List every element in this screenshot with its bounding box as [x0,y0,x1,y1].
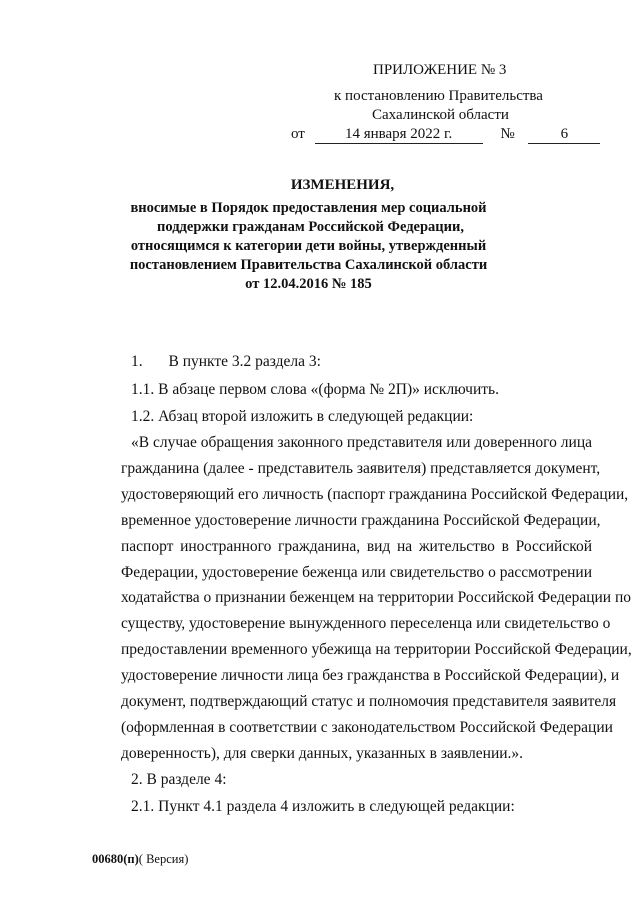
item-1-1: 1.1. В абзаце первом слова «(форма № 2П)» исключить. [131,381,499,398]
item-2-1: 2.1. Пункт 4.1 раздела 4 изложить в следующей редакции: [131,798,515,815]
quote-line: удостоверение личности лица без гражданства в Российской Федерации), и [121,667,620,684]
subtitle-line: от 12.04.2016 № 185 [245,276,372,292]
quote-line: гражданина (далее - представитель заявителя) представляется документ, [121,460,601,477]
subtitle-line: вносимые в Порядок предоставления мер социальной [130,200,487,216]
document-code: 00680(п) [92,852,139,866]
quote-line: удостоверяющий его личность (паспорт гражданина Российской Федерации, [121,486,629,503]
quote-line: Федерации, удостоверение беженца или свидетельство о рассмотрении [121,564,592,581]
subtitle-line: поддержки гражданам Российской Федерации, [157,219,464,235]
quote-line: ходатайства о признании беженцем на территории Российской Федерации по [121,589,632,606]
document-title: ИЗМЕНЕНИЯ, [290,177,395,193]
subtitle-line: постановлением Правительства Сахалинской области [129,257,488,273]
quote-line: предоставлении временного убежища на территории Российской Федерации, [121,641,632,658]
quote-line: (оформленная в соответствии с законодательством Российской Федерации [121,719,613,736]
document-version: ( Версия) [138,852,189,866]
resolution-date: 14 января 2022 г. [315,126,483,144]
item-1 [131,353,321,371]
quote-line: «В случае обращения законного представителя или доверенного лица [131,434,592,451]
item-1-text: В пункте 3.2 раздела 3: [168,353,321,370]
quote-line: временное удостоверение личности гражданина Российской Федерации, [121,512,601,529]
document-footer [92,852,188,867]
item-2: 2. В разделе 4: [131,771,227,788]
quote-line: документ, подтверждающий статус и полномочия представителя заявителя [121,693,617,710]
from-label: от [291,126,305,142]
number-label: № [500,126,515,142]
quote-line: существу, удостоверение вынужденного переселенца или свидетельство о [121,615,611,632]
appendix-label: ПРИЛОЖЕНИЕ № 3 [373,62,507,78]
subtitle-line: относящимся к категории дети войны, утвержденный [130,238,487,254]
item-1-2: 1.2. Абзац второй изложить в следующей редакции: [131,408,474,425]
quote-line: доверенность), для сверки данных, указанных в заявлении.». [121,745,524,762]
resolution-label: к постановлению Правительства [334,88,543,104]
resolution-number: 6 [528,126,600,144]
quote-line: паспорт иностранного гражданина, вид на жительство в Российской [121,538,592,555]
region-label: Сахалинской области [372,107,509,123]
item-1-number: 1. [131,353,143,370]
resolution-date-line [291,126,600,144]
